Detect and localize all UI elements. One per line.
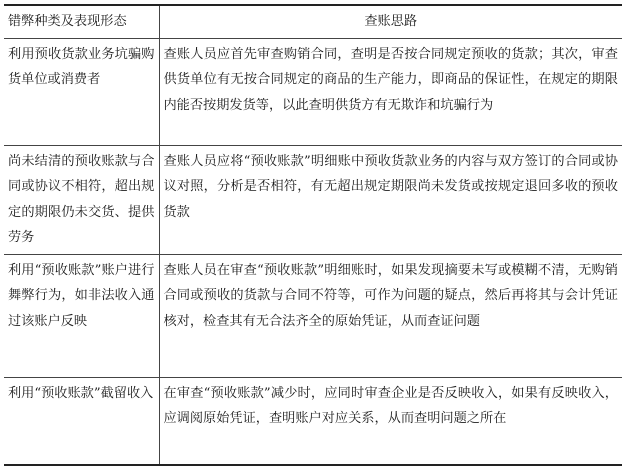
table-header: [4, 5, 622, 38]
audit-approach-cell: 查账人员应将“预收账款”明细账中预收货款业务的内容与双方签订的合同或协议对照，分析是否相符，有无超出规定期限尚未发货或按规定退回多收的预收货款: [163, 153, 618, 220]
table-row: [4, 38, 622, 145]
error-type-cell: 利用预收货款业务坑骗购货单位或消费者: [4, 38, 159, 145]
header-audit-approach: 查账思路: [364, 14, 418, 29]
table-body: [4, 38, 622, 465]
audit-approach-cell: 查账人员在审查“预收账款”明细账时，如果发现摘要未写或模糊不清，无购销合同或预收的货款与合同不符等，可作为问题的疑点，然后再将其与会计凭证核对，检查其有无合法齐全的原始凭证，从而查证问题: [163, 262, 618, 329]
error-analysis-table-container: [4, 4, 622, 466]
table-row: [4, 254, 622, 377]
table-row: [4, 145, 622, 254]
error-type-cell: 利用“预收账款”账户进行舞弊行为，如非法收入通过该账户反映: [4, 254, 159, 377]
error-type-cell: 利用“预收账款”截留收入: [4, 377, 159, 465]
audit-approach-cell: 查账人员应首先审查购销合同，查明是否按合同规定预收的货款；其次，审查供货单位有无按合同规定的商品的生产能力，即商品的保证性，在规定的期限内能否按期发货等，以此查明供货方有无欺诈和坑骗行为: [163, 46, 618, 113]
audit-approach-cell: 在审查“预收账款”减少时，应同时审查企业是否反映收入，如果有反映收入，应调阅原始凭证，查明账户对应关系，从而查明问题之所在: [163, 385, 618, 426]
header-error-type: 错弊种类及表现形态: [4, 5, 159, 38]
table-header-row: [4, 5, 622, 38]
table-row: [4, 377, 622, 465]
error-type-cell: 尚未结清的预收账款与合同或协议不相符，超出规定的期限仍未交货、提供劳务: [4, 145, 159, 254]
error-analysis-table: [4, 4, 622, 466]
